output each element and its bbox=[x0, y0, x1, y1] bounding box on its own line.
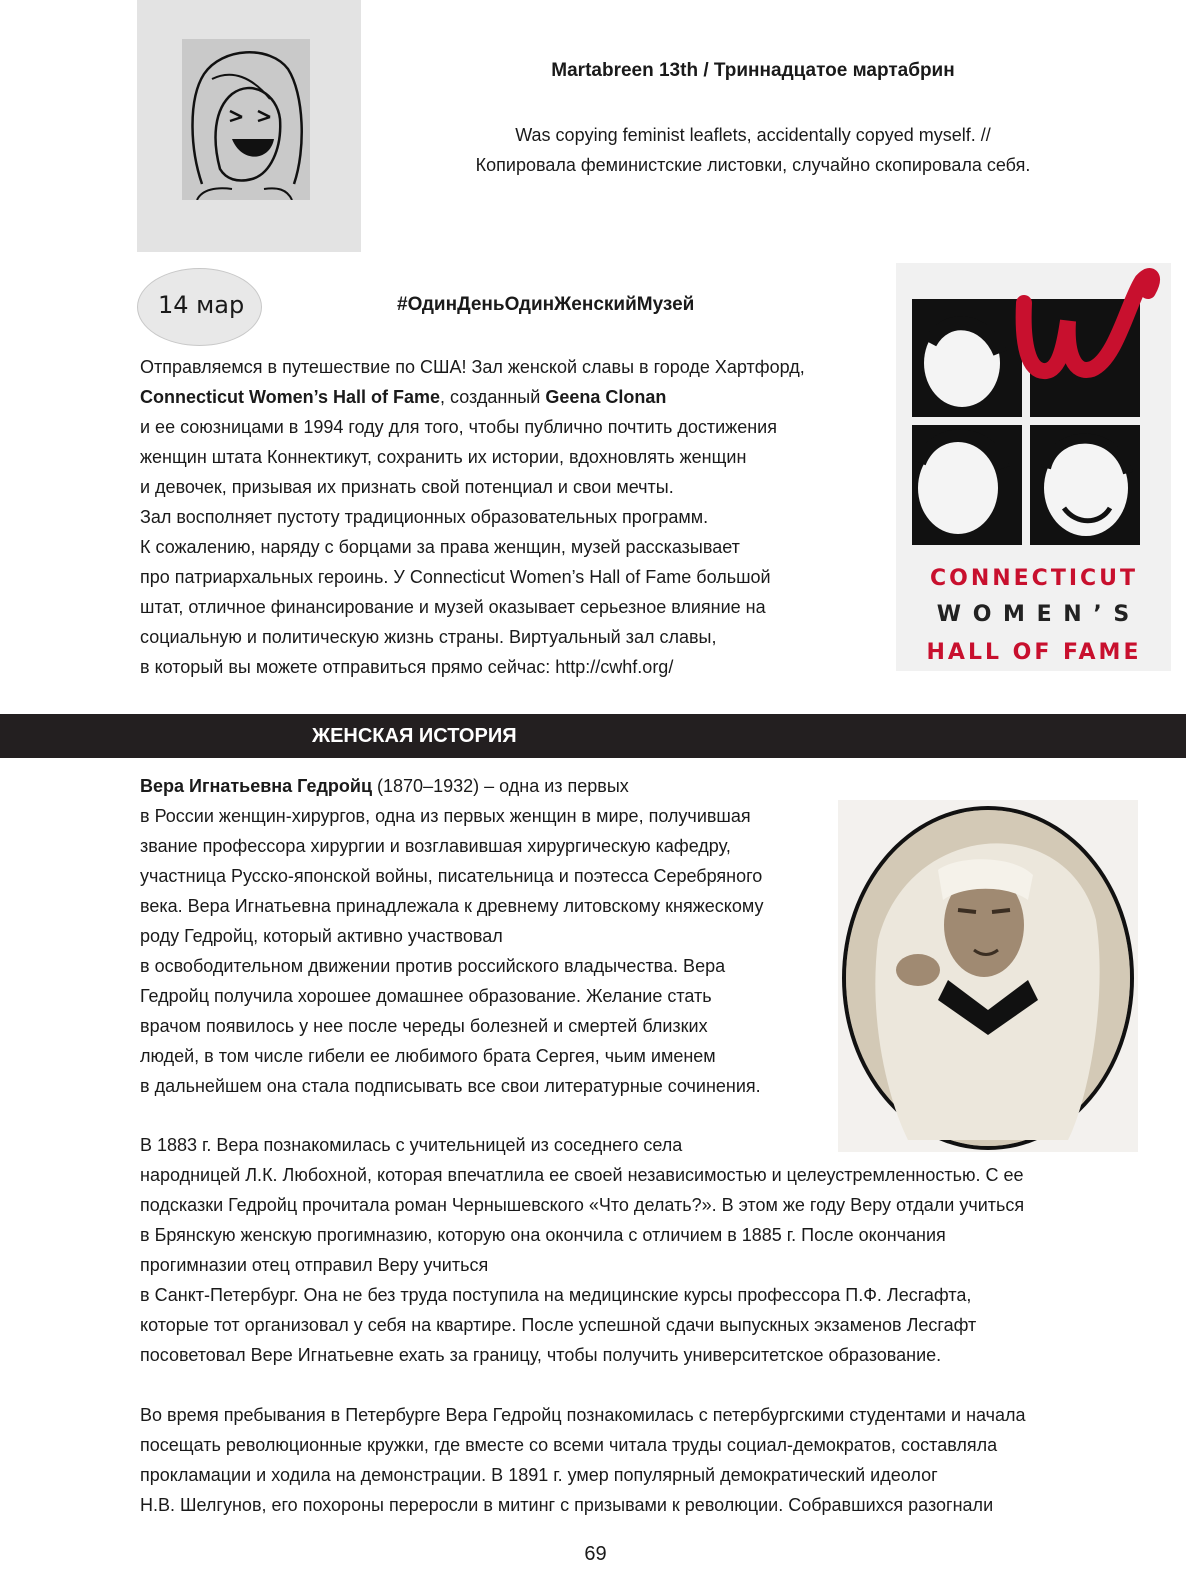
paragraph-line: К сожалению, наряду с борцами за права женщин, музей рассказывает bbox=[140, 537, 740, 557]
history-paragraph-1 bbox=[140, 771, 840, 1101]
paragraph-line: врачом появилось у нее после череды болезней и смертей близких bbox=[140, 1016, 708, 1036]
portrait-photo bbox=[838, 800, 1138, 1152]
cartoon-drawing bbox=[182, 39, 310, 200]
history-paragraph-2 bbox=[140, 1130, 1130, 1370]
paragraph-line: Зал восполняет пустоту традиционных образовательных программ. bbox=[140, 507, 709, 527]
paragraph-line: женщин штата Коннектикут, сохранить их истории, вдохновлять женщин bbox=[140, 447, 747, 467]
logo-line-hall-of-fame: HALL OF FAME bbox=[926, 640, 1142, 665]
paragraph-line: посоветовал Вере Игнатьевне ехать за границу, чтобы получить университетское образование. bbox=[140, 1345, 942, 1365]
paragraph-line: про патриархальных героинь. У Connecticut Women’s Hall of Fame большой bbox=[140, 567, 771, 587]
paragraph-line: века. Вера Игнатьевна принадлежала к древнему литовскому княжескому bbox=[140, 896, 764, 916]
founder-name: Geena Clonan bbox=[545, 387, 667, 407]
paragraph-line bbox=[140, 771, 840, 801]
paragraph-line: Гедройц получила хорошее домашнее образование. Желание стать bbox=[140, 986, 712, 1006]
section-title: ЖЕНСКАЯ ИСТОРИЯ bbox=[312, 725, 517, 747]
paragraph-line: посещать революционные кружки, где вместе со всеми читала труды социал-демократов, составляла bbox=[140, 1435, 998, 1455]
logo-line-womens: W O M E N ’ S bbox=[936, 602, 1132, 627]
paragraph-line: в Брянскую женскую прогимназию, которую она окончила с отличием в 1885 г. После окончания bbox=[140, 1225, 946, 1245]
paragraph-line: прокламации и ходила на демонстрации. В 1891 г. умер популярный демократический идеолог bbox=[140, 1465, 938, 1485]
hashtag-heading: #ОдинДеньОдинЖенскийМузей bbox=[397, 294, 695, 315]
paragraph-line: которые тот организовал у себя на квартире. После успешной сдачи выпускных экзаменов Лесгафт bbox=[140, 1315, 977, 1335]
paragraph-line: звание профессора хирургии и возглавившая хирургическую кафедру, bbox=[140, 836, 731, 856]
paragraph-line: подсказки Гедройц прочитала роман Чернышевского «Что делать?». В этом же году Веру отдали учиться bbox=[140, 1195, 1025, 1215]
paragraph-line: прогимназии отец отправил Веру учиться bbox=[140, 1255, 489, 1275]
comic-caption-line: Was copying feminist leaflets, accidentally copyed myself. // bbox=[515, 125, 991, 145]
page-number: 69 bbox=[584, 1543, 607, 1565]
history-paragraph-3 bbox=[140, 1400, 1130, 1520]
paragraph-line: В 1883 г. Вера познакомилась с учительницей из соседнего села bbox=[140, 1135, 683, 1155]
paragraph-line: в России женщин-хирургов, одна из первых женщин в мире, получившая bbox=[140, 806, 751, 826]
comic-title: Martabreen 13th / Триннадцатое мартабрин bbox=[551, 60, 955, 81]
paragraph-line: и ее союзницами в 1994 году для того, чтобы публично почтить достижения bbox=[140, 417, 777, 437]
cwhf-logo bbox=[896, 263, 1171, 671]
paragraph-line: штат, отличное финансирование и музей оказывает серьезное влияние на bbox=[140, 597, 766, 617]
paragraph-line: социальную и политическую жизнь страны. Виртуальный зал славы, bbox=[140, 627, 717, 647]
paragraph-line: в который вы можете отправиться прямо сейчас: http://cwhf.org/ bbox=[140, 657, 674, 677]
paragraph-line: и девочек, призывая их признать свой потенциал и свои мечты. bbox=[140, 477, 674, 497]
paragraph-line: людей, в том числе гибели ее любимого брата Сергея, чьим именем bbox=[140, 1046, 716, 1066]
paragraph-line: в Санкт-Петербург. Она не без труда поступила на медицинские курсы профессора П.Ф. Лесгафта, bbox=[140, 1285, 972, 1305]
logo-line-connecticut: CONNECTICUT bbox=[929, 566, 1139, 591]
created-by-text: , созданный bbox=[440, 387, 546, 407]
section-bar bbox=[0, 714, 1186, 758]
paragraph-line: Н.В. Шелгунов, его похороны переросли в митинг с призывами к революции. Собравшихся разогнали bbox=[140, 1495, 994, 1515]
person-name: Вера Игнатьевна Гедройц bbox=[140, 776, 373, 796]
comic-caption bbox=[420, 120, 1086, 180]
museum-name: Connecticut Women’s Hall of Fame bbox=[140, 387, 441, 407]
paragraph-line bbox=[140, 382, 890, 412]
paragraph-line: в освободительном движении против российского владычества. Вера bbox=[140, 956, 726, 976]
museum-paragraph bbox=[140, 352, 890, 682]
comic-caption-line: Копировала феминистские листовки, случайно скопировала себя. bbox=[475, 155, 1031, 175]
paragraph-line: Во время пребывания в Петербурге Вера Гедройц познакомилась с петербургскими студентами и начала bbox=[140, 1405, 1026, 1425]
person-dates: (1870–1932) – одна из первых bbox=[372, 776, 629, 796]
paragraph-line: роду Гедройц, который активно участвовал bbox=[140, 926, 503, 946]
paragraph-line: участница Русско-японской войны, писательница и поэтесса Серебряного bbox=[140, 866, 763, 886]
paragraph-line: народницей Л.К. Любохной, которая впечатлила ее своей независимостью и целеустремленностью. С ее bbox=[140, 1165, 1024, 1185]
paragraph-line: в дальнейшем она стала подписывать все свои литературные сочинения. bbox=[140, 1076, 761, 1096]
paragraph-line: Отправляемся в путешествие по США! Зал женской славы в городе Хартфорд, bbox=[140, 357, 805, 377]
date-badge: 14 мар bbox=[137, 268, 262, 346]
